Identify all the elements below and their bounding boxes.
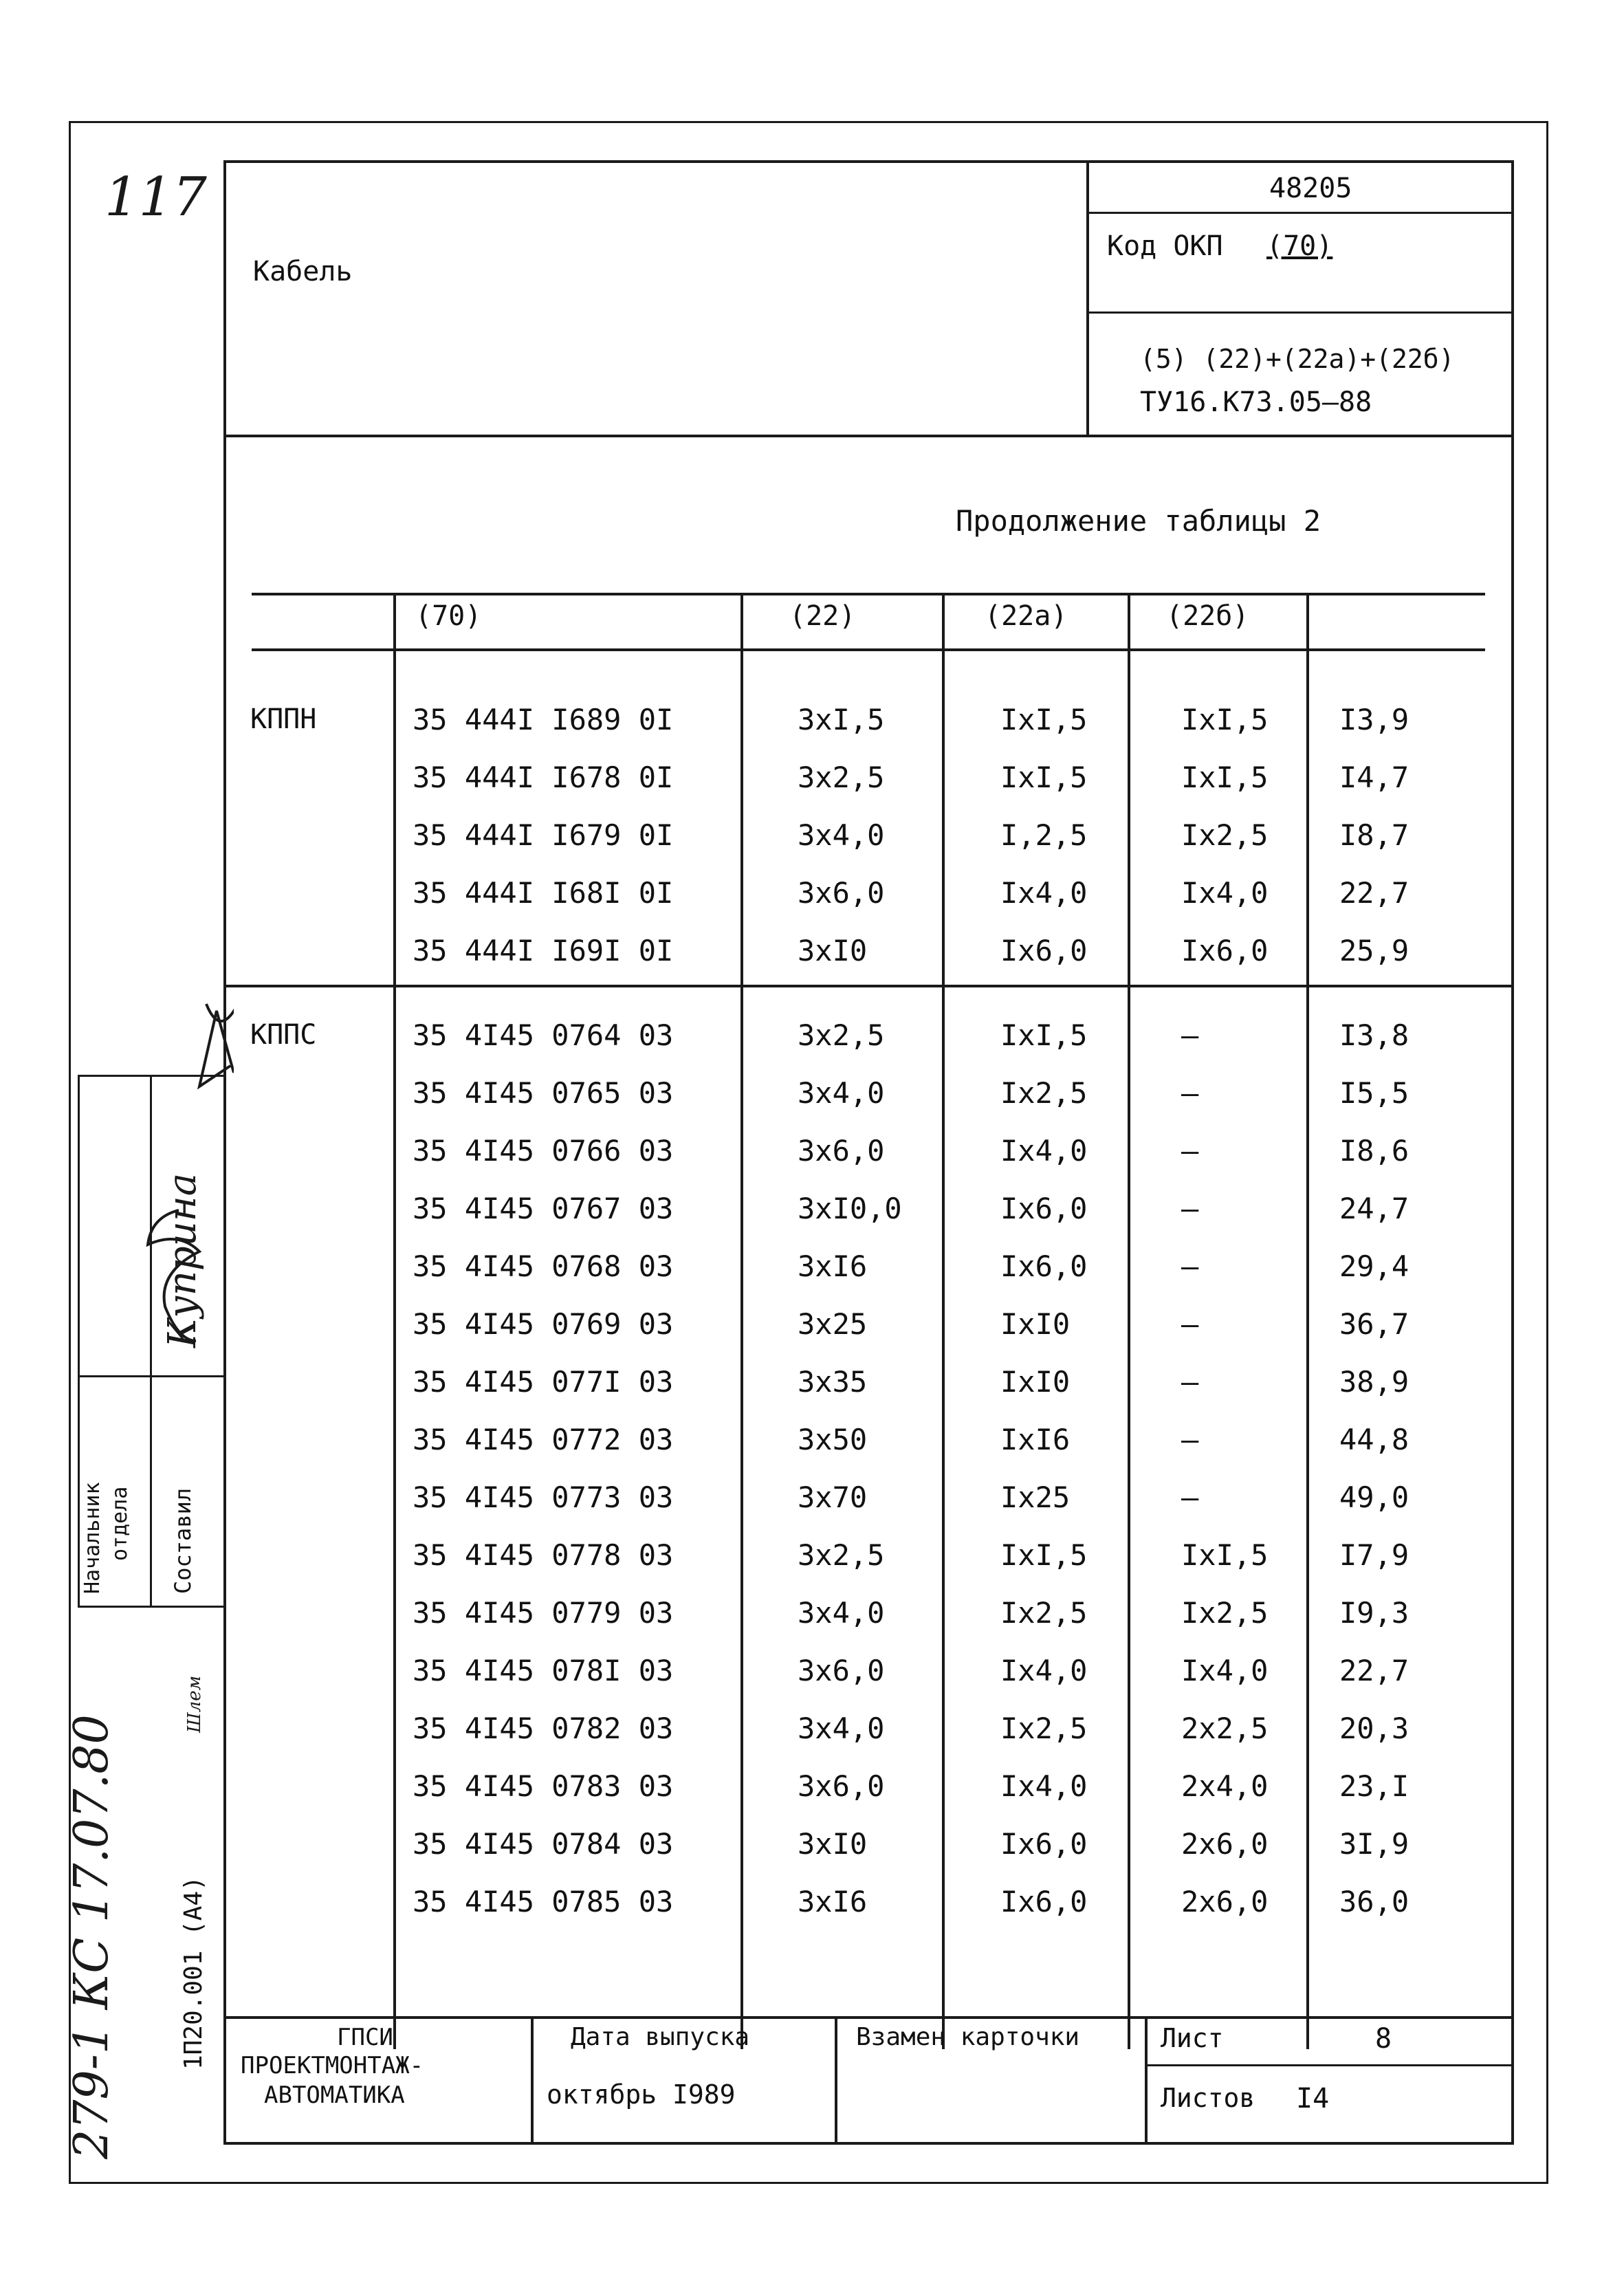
table-cell: Iх4,0 — [1000, 1769, 1088, 1803]
table-cell: Iх2,5 — [1000, 1596, 1088, 1630]
table-cell: 22,7 — [1339, 1654, 1409, 1687]
product-name: Кабель — [253, 256, 353, 287]
table-cell: I9,3 — [1339, 1596, 1409, 1630]
table-cell: 3х6,0 — [798, 1769, 885, 1803]
table-cell: Iх2,5 — [1000, 1712, 1088, 1745]
table-cell: 3х6,0 — [798, 1134, 885, 1168]
table-cell: 35 444I I679 0I — [413, 818, 674, 852]
continuation-title: Продолжение таблицы 2 — [956, 504, 1321, 538]
table-cell: 3х6,0 — [798, 1654, 885, 1687]
table-cell: IхI,5 — [1000, 1018, 1088, 1052]
table-cell: Iх6,0 — [1000, 1249, 1088, 1283]
footer-divider-2 — [835, 2016, 837, 2145]
table-cell: 22,7 — [1339, 876, 1409, 910]
table-rule-header-bottom — [252, 648, 1485, 651]
table-cell: 35 444I I69I 0I — [413, 934, 674, 967]
col-header-70: (70) — [415, 600, 482, 632]
table-cell: – — [1181, 1018, 1199, 1052]
table-cell: 35 4I45 0765 03 — [413, 1076, 674, 1110]
table-cell: 2х2,5 — [1181, 1712, 1269, 1745]
table-cell: 35 4I45 0764 03 — [413, 1018, 674, 1052]
table-cell: 35 444I I689 0I — [413, 703, 674, 736]
table-cell: Iх4,0 — [1000, 1134, 1088, 1168]
table-cell: Iх2,5 — [1181, 1596, 1269, 1630]
table-cell: 3х6,0 — [798, 876, 885, 910]
table-cell: 3х25 — [798, 1307, 868, 1341]
table-cell: 3хI6 — [798, 1885, 868, 1918]
outer-frame-top — [69, 121, 1548, 123]
table-cell: – — [1181, 1307, 1199, 1341]
table-rule-top — [252, 593, 1485, 595]
table-cell: 35 4I45 0784 03 — [413, 1827, 674, 1861]
spec-number: ТУ16.К73.05–88 — [1140, 386, 1372, 418]
table-cell: IхI,5 — [1000, 1538, 1088, 1572]
table-cell: 20,3 — [1339, 1712, 1409, 1745]
table-cell: Iх6,0 — [1000, 1885, 1088, 1918]
table-cell: Iх4,0 — [1181, 1654, 1269, 1687]
table-cell: IхI6 — [1000, 1423, 1071, 1456]
small-signature: Шлем — [184, 1675, 205, 1733]
okp-label: Код ОКП — [1107, 230, 1223, 262]
table-cell: 2х6,0 — [1181, 1885, 1269, 1918]
compiled-by-label: Составил — [170, 1487, 196, 1594]
table-cell: – — [1181, 1076, 1199, 1110]
header-rule-1 — [1086, 212, 1514, 214]
table-cell: 35 4I45 0772 03 — [413, 1423, 674, 1456]
table-cell: – — [1181, 1365, 1199, 1399]
okp-ref: (70) — [1266, 230, 1333, 262]
table-cell: – — [1181, 1423, 1199, 1456]
table-rule-group-divider — [223, 985, 1514, 987]
signature-strokes — [76, 983, 234, 1368]
table-cell: 35 4I45 0779 03 — [413, 1596, 674, 1630]
table-cell: I3,8 — [1339, 1018, 1409, 1052]
table-cell: 23,I — [1339, 1769, 1409, 1803]
footer-divider-3 — [1145, 2016, 1148, 2145]
table-cell: 3х70 — [798, 1480, 868, 1514]
table-cell: 3хI6 — [798, 1249, 868, 1283]
format-code: 1П20.001 (А4) — [179, 1876, 208, 2070]
table-cell: 35 4I45 077I 03 — [413, 1365, 674, 1399]
table-cell: 3хI0 — [798, 1827, 868, 1861]
table-cell: 35 4I45 0785 03 — [413, 1885, 674, 1918]
col-header-22: (22) — [789, 600, 856, 632]
footer-divider-1 — [531, 2016, 534, 2145]
table-cell: 35 4I45 0783 03 — [413, 1769, 674, 1803]
table-cell: Iх2,5 — [1181, 818, 1269, 852]
table-cell: – — [1181, 1249, 1199, 1283]
table-cell: IхI,5 — [1181, 761, 1269, 794]
table-cell: 35 4I45 0766 03 — [413, 1134, 674, 1168]
table-cell: 2х6,0 — [1181, 1827, 1269, 1861]
table-cell: 3хI0,0 — [798, 1192, 902, 1225]
table-cell: I4,7 — [1339, 761, 1409, 794]
table-cell: 3х4,0 — [798, 1712, 885, 1745]
table-cell: IхI,5 — [1000, 761, 1088, 794]
table-cell: 3х2,5 — [798, 1018, 885, 1052]
col-header-22b: (22б) — [1166, 600, 1249, 632]
table-cell: Iх6,0 — [1000, 1827, 1088, 1861]
col-divider-5 — [1306, 593, 1309, 2049]
table-cell: 24,7 — [1339, 1192, 1409, 1225]
table-cell: IхI0 — [1000, 1307, 1071, 1341]
table-cell: 3х4,0 — [798, 1596, 885, 1630]
table-cell: I5,5 — [1339, 1076, 1409, 1110]
group-label-kpps: КППС — [250, 1019, 317, 1051]
table-cell: 3I,9 — [1339, 1827, 1409, 1861]
table-cell: – — [1181, 1480, 1199, 1514]
col-divider-1 — [393, 593, 396, 2049]
table-cell: 2х4,0 — [1181, 1769, 1269, 1803]
header-divider-vertical — [1086, 160, 1089, 437]
release-value: октябрь I989 — [547, 2079, 736, 2110]
table-cell: 35 4I45 0773 03 — [413, 1480, 674, 1514]
table-cell: 35 4I45 0768 03 — [413, 1249, 674, 1283]
table-cell: Iх6,0 — [1000, 1192, 1088, 1225]
outer-frame-bottom — [69, 2182, 1548, 2184]
table-cell: 29,4 — [1339, 1249, 1409, 1283]
table-cell: 3х50 — [798, 1423, 868, 1456]
table-cell: Iх4,0 — [1181, 876, 1269, 910]
release-label: Дата выпуска — [571, 2023, 750, 2051]
table-cell: – — [1181, 1134, 1199, 1168]
table-cell: 3хI0 — [798, 934, 868, 967]
table-cell: I7,9 — [1339, 1538, 1409, 1572]
sheets-value: I4 — [1296, 2083, 1330, 2114]
table-cell: Iх2,5 — [1000, 1076, 1088, 1110]
table-cell: 3х4,0 — [798, 1076, 885, 1110]
table-cell: IхI,5 — [1181, 703, 1269, 736]
card-frame-bottom — [223, 2142, 1514, 2145]
table-cell: Iх4,0 — [1000, 876, 1088, 910]
table-cell: 35 4I45 0782 03 — [413, 1712, 674, 1745]
head-of-dept-label-2: отдела — [108, 1486, 132, 1561]
compiled-signature: Куприна — [160, 1172, 205, 1348]
table-cell: 44,8 — [1339, 1423, 1409, 1456]
sheet-label: Лист — [1161, 2023, 1224, 2053]
group-label-kppn: КППН — [250, 703, 317, 735]
table-cell: Iх6,0 — [1000, 934, 1088, 967]
header-rule-2 — [1086, 311, 1514, 314]
col-divider-3 — [942, 593, 945, 2049]
table-cell: 3х4,0 — [798, 818, 885, 852]
sheet-value: 8 — [1375, 2023, 1392, 2055]
table-cell: 35 4I45 0767 03 — [413, 1192, 674, 1225]
table-cell: 3х2,5 — [798, 761, 885, 794]
table-cell: IхI,5 — [1000, 703, 1088, 736]
table-cell: 36,7 — [1339, 1307, 1409, 1341]
table-cell: IхI0 — [1000, 1365, 1071, 1399]
table-cell: I,2,5 — [1000, 818, 1088, 852]
outer-frame-right — [1546, 121, 1548, 2184]
handwritten-code: 279-1 КС 17.07.80 — [65, 1714, 119, 2159]
col-divider-4 — [1128, 593, 1130, 2049]
footer-rule-top — [223, 2016, 1514, 2019]
table-cell: 35 444I I68I 0I — [413, 876, 674, 910]
table-cell: I8,7 — [1339, 818, 1409, 852]
table-cell: – — [1181, 1192, 1199, 1225]
sheets-label: Листов — [1161, 2083, 1255, 2113]
table-cell: 35 4I45 078I 03 — [413, 1654, 674, 1687]
footer-rule-sheets — [1145, 2064, 1514, 2066]
head-of-dept-label-1: Начальник — [80, 1482, 105, 1594]
replaces-label: Взамен карточки — [856, 2023, 1080, 2051]
table-cell: 35 4I45 0778 03 — [413, 1538, 674, 1572]
table-cell: Iх6,0 — [1181, 934, 1269, 967]
table-cell: 3х2,5 — [798, 1538, 885, 1572]
table-cell: 38,9 — [1339, 1365, 1409, 1399]
columns-ref: (5) (22)+(22а)+(22б) — [1140, 344, 1455, 374]
table-cell: I3,9 — [1339, 703, 1409, 736]
handwritten-page-number: 117 — [105, 166, 207, 228]
group-code: 48205 — [1269, 173, 1352, 204]
margin-rule-bottom — [78, 1606, 223, 1608]
table-cell: 49,0 — [1339, 1480, 1409, 1514]
org-line-3: АВТОМАТИКА — [264, 2081, 405, 2109]
table-cell: 36,0 — [1339, 1885, 1409, 1918]
table-cell: 35 4I45 0769 03 — [413, 1307, 674, 1341]
table-cell: 3хI,5 — [798, 703, 885, 736]
col-divider-2 — [740, 593, 743, 2049]
table-cell: 25,9 — [1339, 934, 1409, 967]
col-header-22a: (22а) — [985, 600, 1068, 632]
table-cell: I8,6 — [1339, 1134, 1409, 1168]
card-frame-right — [1511, 160, 1514, 2145]
table-cell: 35 444I I678 0I — [413, 761, 674, 794]
table-cell: Iх25 — [1000, 1480, 1071, 1514]
table-cell: Iх4,0 — [1000, 1654, 1088, 1687]
table-cell: IхI,5 — [1181, 1538, 1269, 1572]
org-line-2: ПРОЕКТМОНТАЖ- — [241, 2052, 424, 2079]
org-line-1: ГПСИ — [337, 2024, 393, 2051]
header-rule-bottom — [223, 435, 1514, 437]
card-frame-top — [223, 160, 1514, 163]
table-cell: 3х35 — [798, 1365, 868, 1399]
